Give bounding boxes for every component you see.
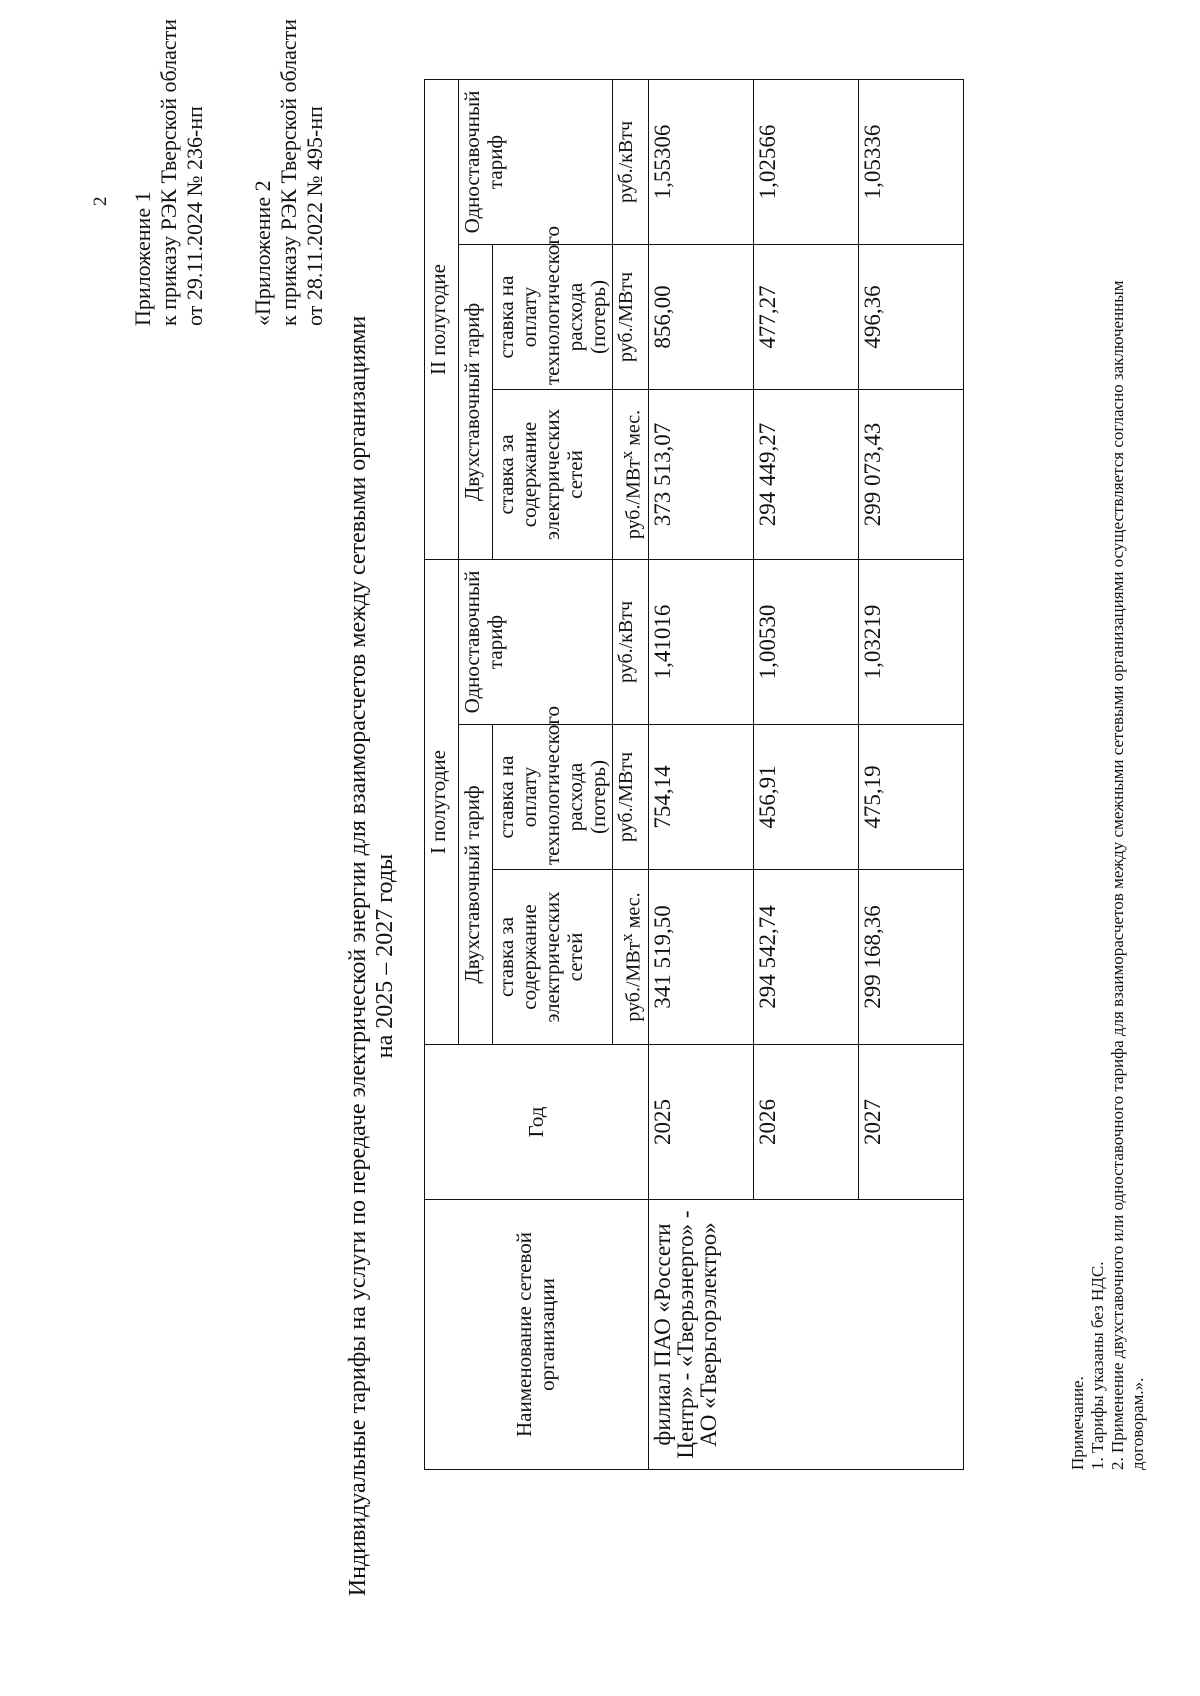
notes bbox=[1068, 20, 1148, 1470]
unit-h1-loss: руб./МВтч bbox=[613, 725, 649, 870]
h1-maint-cell: 341 519,50 bbox=[648, 870, 753, 1045]
header-h1-two-part: Двухставочный тариф bbox=[459, 725, 493, 1045]
appendix-1-line2: к приказу РЭК Тверской области bbox=[156, 18, 181, 326]
page-number: 2 bbox=[90, 196, 111, 206]
h1-loss-cell: 475,19 bbox=[858, 725, 963, 870]
title-line1: Индивидуальные тарифы на услуги по передаче электрической энергии для взаиморасчетов между сетевыми организациями bbox=[345, 315, 371, 1597]
unit-h2-maint-tail: мес. bbox=[622, 409, 645, 451]
h2-maint-cell: 299 073,43 bbox=[858, 390, 963, 560]
h2-loss-cell: 856,00 bbox=[648, 245, 753, 390]
unit-h2-one: руб./кВтч bbox=[613, 80, 649, 245]
unit-h1-maint bbox=[613, 870, 649, 1045]
h2-maint-cell: 373 513,07 bbox=[648, 390, 753, 560]
h1-one-cell: 1,03219 bbox=[858, 560, 963, 725]
note-1: 1. Тарифы указаны без НДС. bbox=[1088, 1261, 1107, 1470]
h2-loss-cell: 496,36 bbox=[858, 245, 963, 390]
appendix-2-line1: «Приложение 2 bbox=[250, 180, 275, 326]
h2-one-cell: 1,05336 bbox=[858, 80, 963, 245]
unit-h2-maint bbox=[613, 390, 649, 560]
note-2-line1: 2. Применение двухставочного или одноставочного тарифа для взаиморасчетов между смежными сетевыми организациями осуществляется согласно заключенным bbox=[1108, 280, 1127, 1470]
appendix-1-reference bbox=[130, 6, 208, 326]
header-year: Год bbox=[425, 1045, 649, 1200]
notes-header: Примечание. bbox=[1068, 1376, 1087, 1470]
h2-loss-cell: 477,27 bbox=[753, 245, 858, 390]
h1-loss-cell: 754,14 bbox=[648, 725, 753, 870]
header-h1-one-part: Одноставочный тариф bbox=[459, 560, 613, 725]
appendix-2-line3: от 28.11.2022 № 495-нп bbox=[302, 106, 327, 326]
header-h1-rate-maint: ставка за содержание электрических сетей bbox=[493, 870, 613, 1045]
h1-maint-cell: 299 168,36 bbox=[858, 870, 963, 1045]
h1-one-cell: 1,00530 bbox=[753, 560, 858, 725]
header-h2-rate-loss: ставка на оплату технологического расхода (потерь) bbox=[493, 245, 613, 390]
h2-one-cell: 1,02566 bbox=[753, 80, 858, 245]
org-name-cell: филиал ПАО «Россети Центр» - «Тверьэнерго» - АО «Тверьгорэлектро» bbox=[648, 1200, 963, 1470]
h2-one-cell: 1,55306 bbox=[648, 80, 753, 245]
tariff-table bbox=[424, 79, 964, 1470]
title-line2: на 2025 – 2027 годы bbox=[372, 853, 398, 1059]
h1-maint-cell: 294 542,74 bbox=[753, 870, 858, 1045]
appendix-2-reference bbox=[250, 6, 328, 326]
year-cell: 2026 bbox=[753, 1045, 858, 1200]
h2-maint-cell: 294 449,27 bbox=[753, 390, 858, 560]
appendix-1-line1: Приложение 1 bbox=[130, 191, 155, 326]
header-h2-two-part: Двухставочный тариф bbox=[459, 245, 493, 560]
unit-h1-maint-tail: мес. bbox=[622, 892, 645, 934]
header-org-name: Наименование сетевой организации bbox=[425, 1200, 649, 1470]
h1-one-cell: 1,41016 bbox=[648, 560, 753, 725]
header-half-1: I полугодие bbox=[425, 560, 459, 1045]
unit-h1-maint-main: руб./МВт bbox=[622, 941, 645, 1022]
year-cell: 2025 bbox=[648, 1045, 753, 1200]
year-cell: 2027 bbox=[858, 1045, 963, 1200]
unit-h2-maint-sup: х bbox=[617, 450, 636, 460]
header-half-2: II полугодие bbox=[425, 80, 459, 560]
unit-h1-maint-sup: х bbox=[617, 933, 636, 942]
header-h1-rate-loss: ставка на оплату технологического расхода (потерь) bbox=[493, 725, 613, 870]
unit-h1-one: руб./кВтч bbox=[613, 560, 649, 725]
header-h2-rate-maint: ставка за содержание электрических сетей bbox=[493, 390, 613, 560]
document-title bbox=[345, 256, 399, 1656]
note-2-line2: договорам.». bbox=[1128, 1377, 1147, 1470]
unit-h2-loss: руб./МВтч bbox=[613, 245, 649, 390]
h1-loss-cell: 456,91 bbox=[753, 725, 858, 870]
appendix-1-line3: от 29.11.2024 № 236-нп bbox=[182, 106, 207, 326]
table-row bbox=[648, 80, 753, 1470]
unit-h2-maint-main: руб./МВт bbox=[622, 459, 645, 540]
appendix-2-line2: к приказу РЭК Тверской области bbox=[276, 18, 301, 326]
header-h2-one-part: Одноставочный тариф bbox=[459, 80, 613, 245]
